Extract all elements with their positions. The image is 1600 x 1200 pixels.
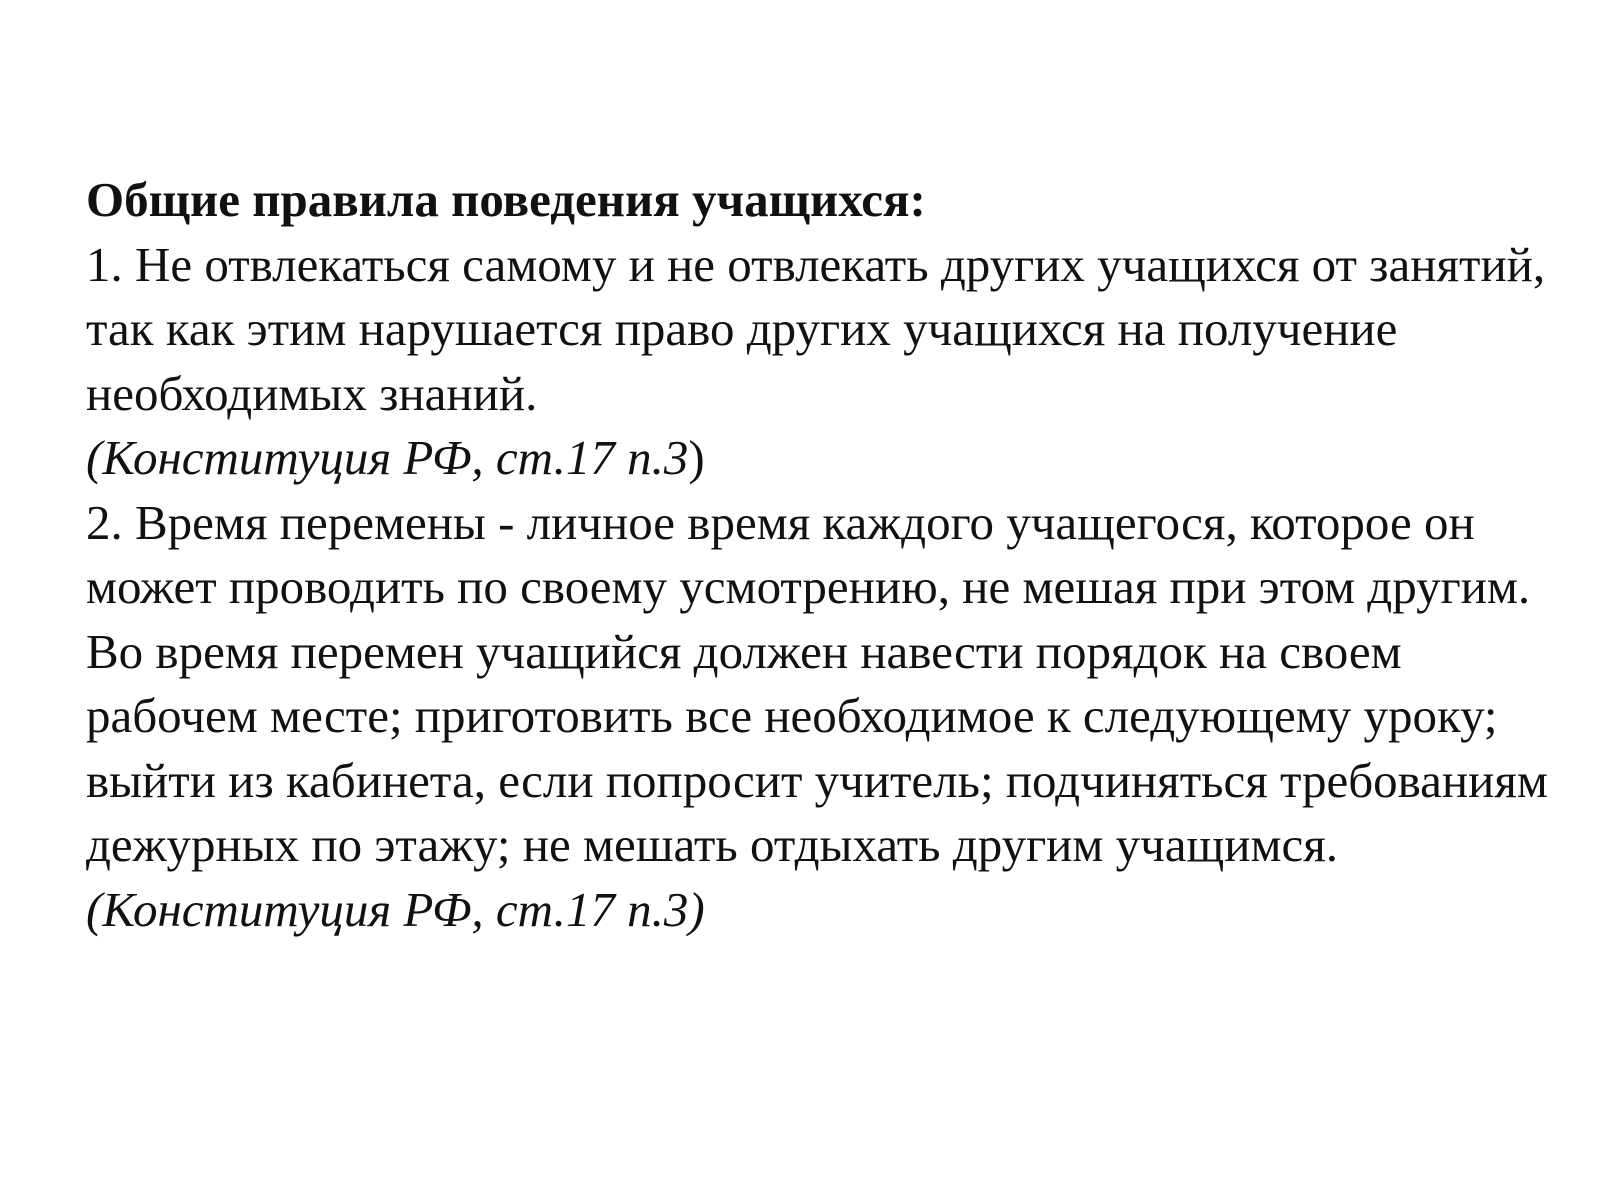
rule-1-citation (86, 426, 1566, 491)
rule-1-citation-close: ) (688, 430, 705, 485)
rule-2-details: Во время перемен учащийся должен навести порядок на своем рабочем месте; приготовить все необходимое к следующему уроку; выйти из кабинета, если попросит учитель; подчиняться требованиям дежурных по этажу; не мешать отдыхать другим учащимся. (86, 623, 1548, 872)
slide-content (86, 168, 1566, 942)
rule-1-text: 1. Не отвлекаться самому и не отвлекать других учащихся от занятий, так как этим нарушается право других учащихся на получение необходимых знаний. (86, 236, 1546, 421)
slide-title: Общие правила поведения учащихся: (86, 172, 926, 227)
rule-2-citation: (Конституция РФ, ст.17 п.3) (86, 881, 705, 937)
rule-2-text: 2. Время перемены - личное время каждого учащегося, которое он может проводить по своему усмотрению, не мешая при этом другим. (86, 494, 1531, 614)
rule-1-citation-text: (Конституция РФ, ст.17 п.3 (86, 430, 689, 485)
